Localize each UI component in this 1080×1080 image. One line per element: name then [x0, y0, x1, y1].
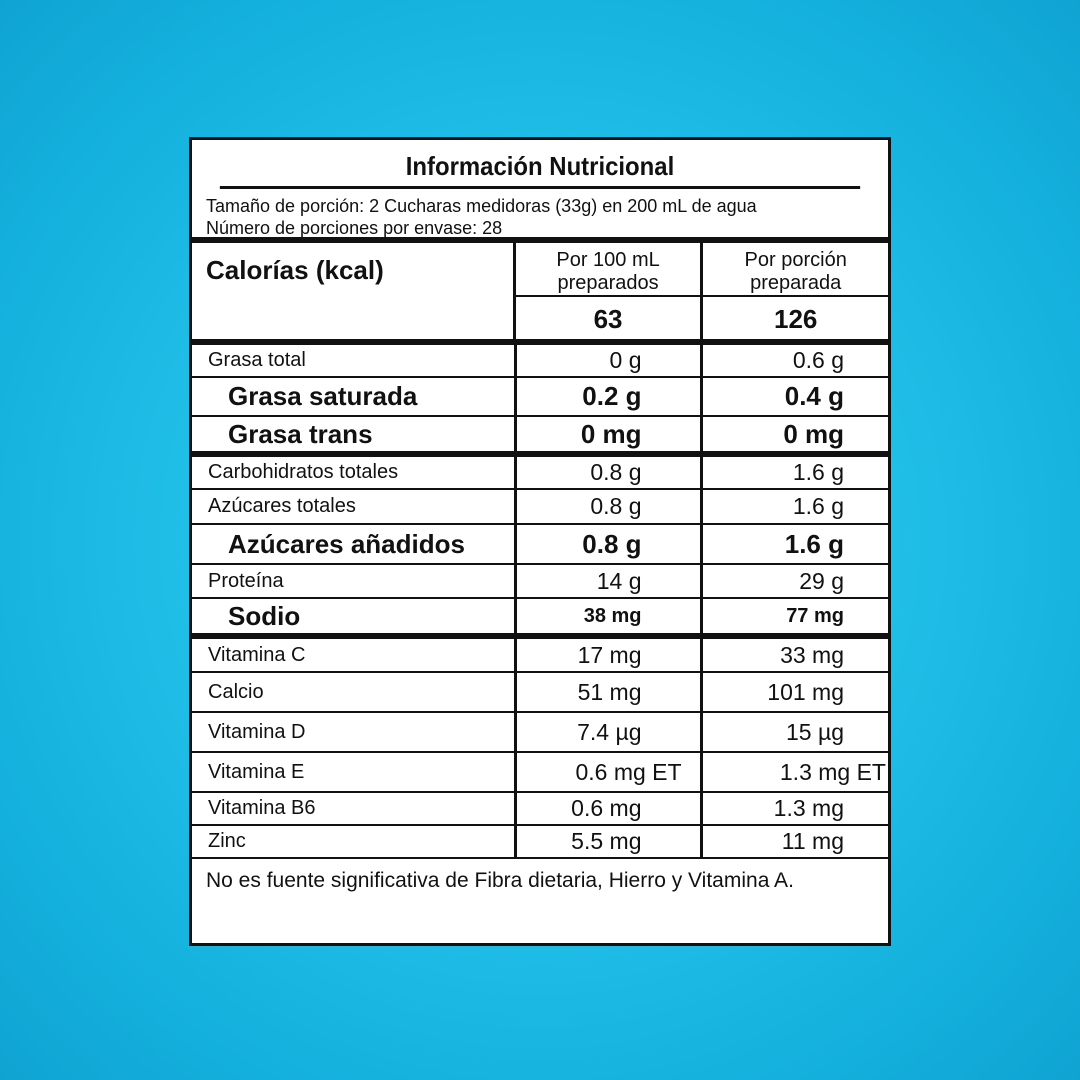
calories-row [192, 243, 888, 345]
value-per-100ml: 0.8 g [517, 457, 703, 488]
nutrient-name: Vitamina E [192, 753, 517, 791]
value-per-serving: 1.6 g [792, 493, 844, 519]
calories-per-serving: 126 [774, 304, 818, 334]
nutrient-row [192, 793, 888, 826]
nutrient-row [192, 490, 888, 525]
value-per-serving: 1.3 mg ET [779, 758, 886, 785]
nutrient-name: Sodio [192, 599, 517, 633]
nutrient-row [192, 457, 888, 490]
value-per-100ml: 51 mg [517, 673, 703, 711]
value-per-100ml: 0.6 mg ET [517, 753, 703, 791]
nutrient-name: Azúcares añadidos [192, 525, 517, 563]
nutrient-name: Calcio [192, 673, 517, 711]
nutrient-row [192, 639, 888, 673]
value-per-serving: 15 µg [785, 718, 844, 745]
value-per-serving: 0.6 g [792, 347, 844, 373]
nutrient-row [192, 345, 888, 378]
value-per-100ml: 0.8 g [517, 525, 703, 563]
nutrient-name: Carbohidratos totales [192, 457, 517, 488]
label-title: Información Nutricional [220, 140, 860, 189]
value-per-100ml: 0 mg [517, 417, 703, 451]
value-per-100ml: 5.5 mg [517, 826, 703, 857]
calories-per-100ml: 63 [593, 304, 623, 334]
calories-label: Calorías (kcal) [192, 243, 516, 339]
serving-info [192, 189, 888, 243]
nutrient-name: Vitamina B6 [192, 793, 517, 824]
value-per-serving: 1.6 g [784, 528, 844, 559]
value-per-100ml: 7.4 µg [517, 713, 703, 751]
per-serving-column [703, 243, 888, 339]
nutrient-row [192, 673, 888, 713]
nutrition-facts-label [189, 137, 891, 946]
nutrient-rows [192, 345, 888, 859]
servings-per-container: Número de porciones por envase: 28 [206, 218, 503, 238]
nutrient-row [192, 713, 888, 753]
nutrient-row [192, 826, 888, 859]
per-serving-header: Por porción preparada [703, 243, 888, 297]
nutrient-row [192, 599, 888, 639]
nutrient-row [192, 525, 888, 565]
value-per-100ml: 17 mg [517, 639, 703, 671]
nutrient-row [192, 753, 888, 793]
value-per-serving: 1.3 mg [773, 795, 844, 821]
nutrient-name: Vitamina C [192, 639, 517, 671]
nutrient-name: Vitamina D [192, 713, 517, 751]
serving-size: Tamaño de porción: 2 Cucharas medidoras (33g) en 200 mL de agua [206, 196, 757, 216]
value-per-serving: 1.6 g [792, 459, 844, 485]
value-per-100ml: 0.6 mg [517, 793, 703, 824]
value-per-100ml: 0 g [517, 345, 703, 376]
value-per-serving: 101 mg [767, 678, 844, 705]
value-per-100ml: 0.8 g [517, 490, 703, 523]
per-100ml-header: Por 100 mL preparados [516, 243, 701, 297]
nutrient-row [192, 417, 888, 457]
value-per-serving: 77 mg [786, 604, 844, 627]
value-per-serving: 29 g [799, 567, 844, 594]
nutrient-row [192, 565, 888, 599]
nutrient-name: Proteína [192, 565, 517, 597]
value-per-100ml: 0.2 g [517, 378, 703, 415]
footnote: No es fuente significativa de Fibra dietaria, Hierro y Vitamina A. [206, 869, 794, 892]
value-per-100ml: 38 mg [517, 599, 703, 633]
nutrient-name: Grasa trans [192, 417, 517, 451]
nutrient-name: Zinc [192, 826, 517, 857]
nutrient-name: Grasa saturada [192, 378, 517, 415]
nutrient-name: Azúcares totales [192, 490, 517, 523]
value-per-100ml: 14 g [517, 565, 703, 597]
value-per-serving: 0 mg [783, 418, 844, 449]
per-100ml-column [516, 243, 704, 339]
value-per-serving: 11 mg [781, 828, 844, 854]
nutrient-row [192, 378, 888, 417]
value-per-serving: 0.4 g [784, 381, 844, 411]
nutrient-name: Grasa total [192, 345, 517, 376]
value-per-serving: 33 mg [780, 641, 844, 668]
